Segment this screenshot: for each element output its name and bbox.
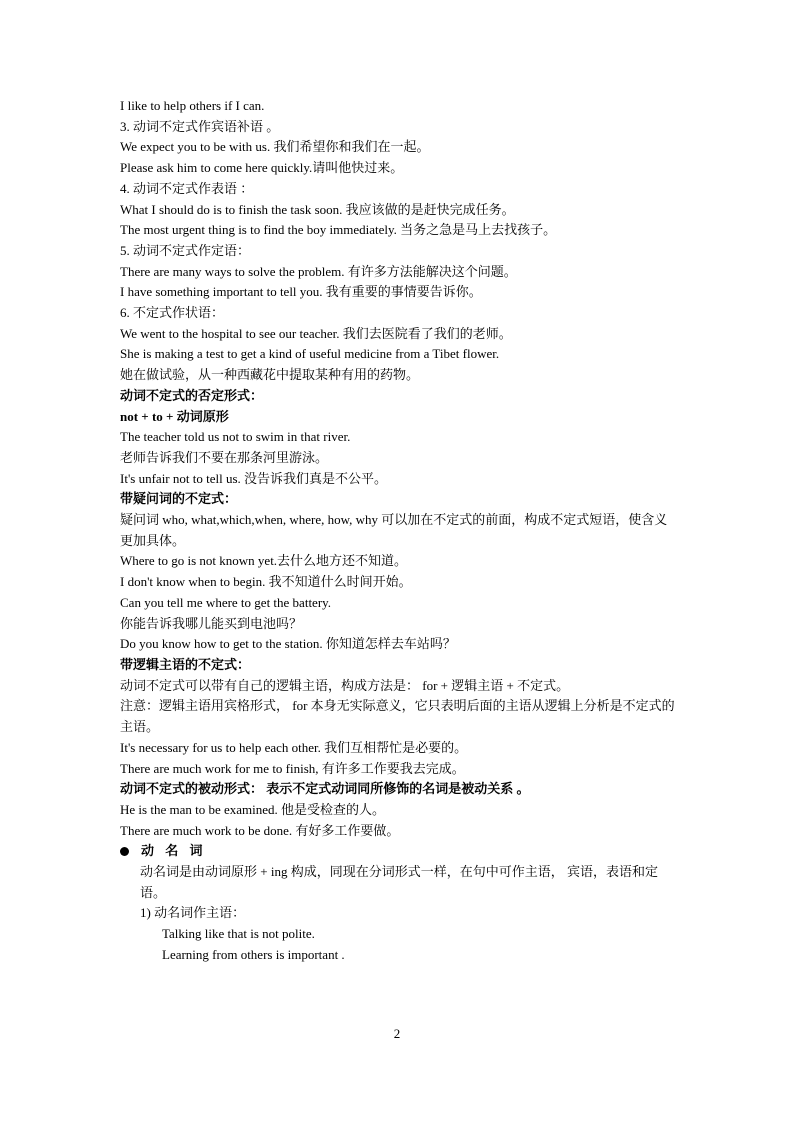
example-sentence: I don't know when to begin. 我不知道什么时间开始。 — [120, 574, 412, 590]
bold-heading: 动词不定式的被动形式： 表示不定式动词同所修饰的名词是被动关系 。 — [120, 781, 530, 797]
bold-heading: 动词不定式的否定形式： — [120, 387, 264, 403]
bullet-heading — [120, 841, 680, 862]
section-heading: 6. 不定式作状语： — [120, 305, 225, 321]
section-heading: 4. 动词不定式作表语 ： — [120, 180, 254, 196]
page-content — [120, 96, 680, 966]
example-sentence: There are many ways to solve the problem. 有许多方法能解决这个问题。 — [120, 263, 517, 279]
example-sentence: I like to help others if I can. — [120, 98, 265, 113]
example-sentence: The teacher told us not to swim in that river. — [120, 429, 351, 445]
example-sentence: We expect you to be with us. 我们希望你和我们在一起。 — [120, 139, 430, 155]
bold-heading: 带疑问词的不定式： — [120, 491, 238, 507]
example-sentence: It's unfair not to tell us. 没告诉我们真是不公平。 — [120, 470, 388, 486]
section-heading: 5. 动词不定式作定语： — [120, 242, 251, 258]
section-heading: 3. 动词不定式作宾语补语 。 — [120, 118, 280, 134]
bold-formula: not + to + 动词原形 — [120, 408, 229, 424]
example-sentence: He is the man to be examined. 他是受检查的人。 — [120, 801, 386, 817]
example-sentence: Do you know how to get to the station. 你知道怎样去车站吗？ — [120, 636, 456, 652]
explanation-paragraph: 动名词是由动词原形 + ing 构成，同现在分词形式一样，在句中可作主语， 宾语，表语和定语。 — [140, 864, 658, 900]
bold-heading: 带逻辑主语的不定式： — [120, 656, 251, 672]
example-sentence: There are much work for me to finish, 有许多工作要我去完成。 — [120, 760, 465, 776]
example-translation: 你能告诉我哪儿能买到电池吗？ — [120, 615, 303, 631]
example-sentence: Talking like that is not polite. — [162, 926, 315, 942]
example-sentence: There are much work to be done. 有好多工作要做。 — [120, 822, 400, 838]
example-sentence: She is making a test to get a kind of useful medicine from a Tibet flower. — [120, 346, 500, 362]
example-sentence: Can you tell me where to get the battery. — [120, 594, 332, 610]
bullet-dot-icon — [120, 847, 129, 856]
example-sentence: I have something important to tell you. 我有重要的事情要告诉你。 — [120, 284, 482, 300]
explanation-paragraph: 疑问词 who, what,which,when, where, how, why 可以加在不定式的前面，构成不定式短语，使含义更加具体。 — [120, 512, 668, 548]
note-paragraph: 注意：逻辑主语用宾格形式， for 本身无实际意义，它只表明后面的主语从逻辑上分析是不定式的主语。 — [120, 698, 675, 735]
example-sentence: We went to the hospital to see our teacher. 我们去医院看了我们的老师。 — [120, 325, 512, 341]
example-sentence: Please ask him to come here quickly.请叫他快过来。 — [120, 160, 404, 176]
example-sentence: The most urgent thing is to find the boy immediately. 当务之急是马上去找孩子。 — [120, 222, 557, 238]
example-sentence: Where to go is not known yet.去什么地方还不知道。 — [120, 553, 408, 569]
list-heading: 1) 动名词作主语： — [140, 905, 246, 921]
example-sentence: What I should do is to finish the task soon. 我应该做的是赶快完成任务。 — [120, 201, 515, 217]
example-sentence: Learning from others is important . — [162, 946, 345, 962]
bullet-heading-text: 动 名 词 — [141, 843, 207, 859]
example-sentence: It's necessary for us to help each other. 我们互相帮忙是必要的。 — [120, 739, 468, 755]
example-translation: 她在做试验，从一种西藏花中提取某种有用的药物。 — [120, 367, 420, 383]
example-translation: 老师告诉我们不要在那条河里游泳。 — [120, 449, 329, 465]
explanation-paragraph: 动词不定式可以带有自己的逻辑主语，构成方法是： for + 逻辑主语 + 不定式。 — [120, 677, 570, 693]
page-number: 2 — [393, 1026, 401, 1041]
